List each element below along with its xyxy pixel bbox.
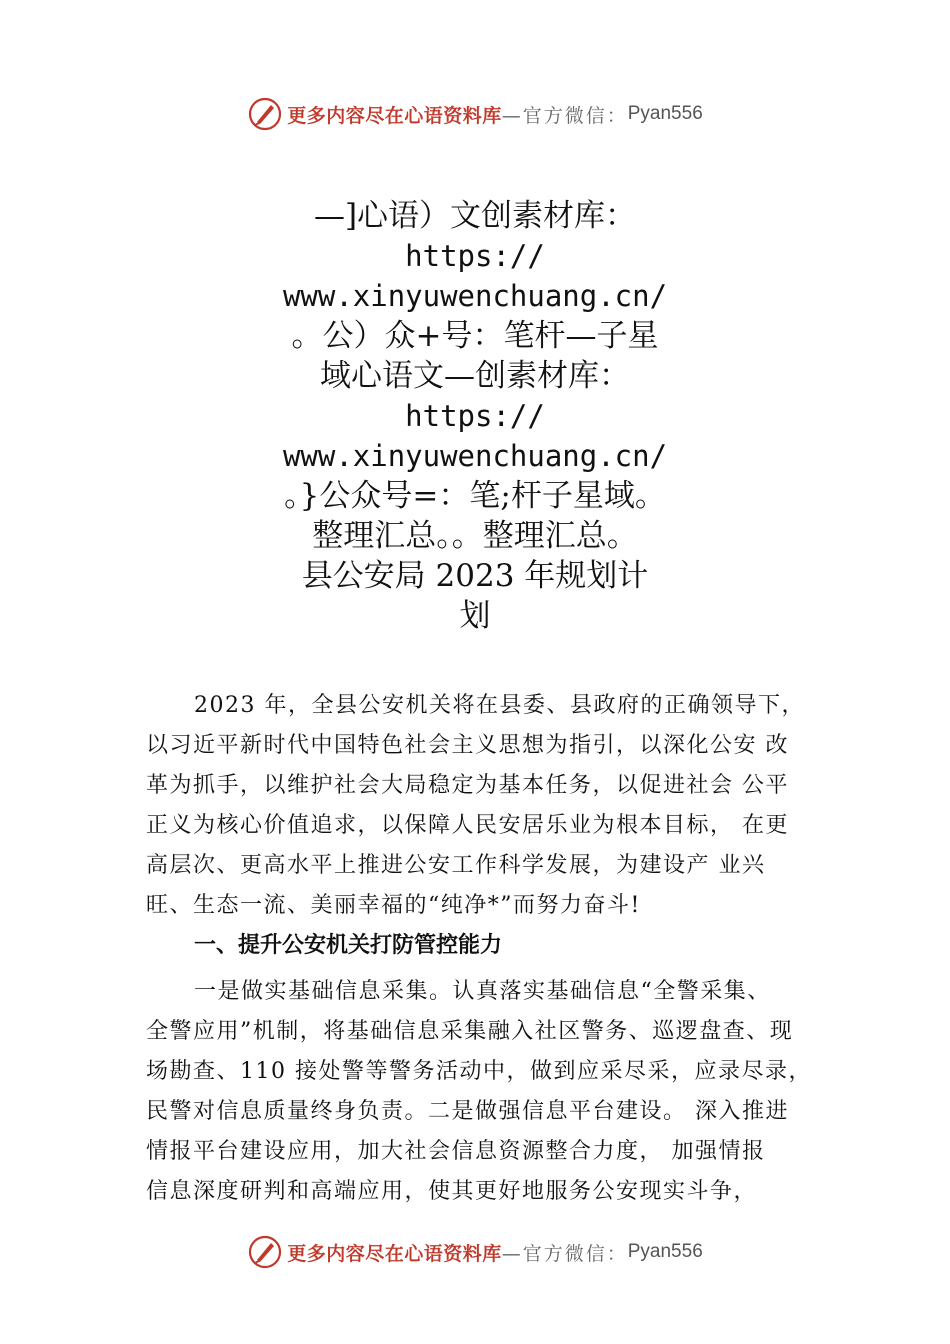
wechat-id: Pyan556	[627, 1241, 703, 1262]
title-line: www.xinyuwenchuang.cn/	[282, 439, 668, 473]
paragraph-line: 高层次、更高水平上推进公安工作科学发展，为建设产 业兴	[146, 853, 766, 878]
title-line: www.xinyuwenchuang.cn/	[282, 279, 668, 313]
document-title-cont: 划	[459, 598, 491, 634]
quill-seal-icon	[247, 1234, 283, 1270]
paragraph-line: 一是做实基础信息采集。认真落实基础信息“全警采集、	[194, 979, 771, 1004]
quill-seal-icon	[247, 96, 283, 132]
paragraph-line: 全警应用”机制，将基础信息采集融入社区警务、巡逻盘查、现	[146, 1019, 794, 1044]
title-line: https://	[405, 399, 545, 433]
paragraph-line: 信息深度研判和高端应用，使其更好地服务公安现实斗争，	[146, 1179, 758, 1204]
title-line: 整理汇总。。整理汇总。	[312, 518, 638, 554]
section-heading: 一、提升公安机关打防管控能力	[194, 933, 503, 958]
paragraph-line: 正义为核心价值追求，以保障人民安居乐业为根本目标， 在更	[146, 813, 789, 838]
paragraph-line: 旺、生态一流、美丽幸福的“纯净*”而努力奋斗!	[146, 893, 641, 918]
watermark-gray-text: —官方微信：	[501, 104, 628, 127]
watermark-red-text: 更多内容尽在心语资料库	[287, 1242, 502, 1265]
watermark-red-text: 更多内容尽在心语资料库	[287, 104, 502, 127]
footer-watermark	[0, 1232, 950, 1272]
wechat-id: Pyan556	[627, 103, 703, 124]
title-line: —]心语）文创素材库：	[313, 198, 637, 234]
title-line: 。公）众+号：笔杆—子星	[291, 318, 659, 354]
watermark-gray-text: —官方微信：	[501, 1242, 628, 1265]
title-block	[0, 196, 950, 636]
paragraph-line: 民警对信息质量终身负责。二是做强信息平台建设。 深入推进	[146, 1099, 789, 1124]
paragraph-section1	[146, 972, 836, 1212]
paragraph-line: 革为抓手，以维护社会大局稳定为基本任务，以促进社会 公平	[146, 773, 789, 798]
paragraph-line: 2023 年，全县公安机关将在县委、县政府的正确领导下，	[194, 693, 805, 718]
paragraph-line: 以习近平新时代中国特色社会主义思想为指引，以深化公安 改	[146, 733, 789, 758]
header-watermark	[0, 94, 950, 134]
document-title: 县公安局 2023 年规划计	[301, 558, 649, 594]
title-line: https://	[405, 239, 545, 273]
title-line: 。}公众号=：笔;杆子星域。	[284, 478, 666, 514]
paragraph-intro	[146, 686, 836, 926]
paragraph-line: 场勘查、110 接处警等警务活动中，做到应采尽采，应录尽录，	[146, 1059, 812, 1084]
paragraph-line: 情报平台建设应用，加大社会信息资源整合力度， 加强情报	[146, 1139, 766, 1164]
title-line: 域心语文—创素材库：	[320, 358, 630, 394]
